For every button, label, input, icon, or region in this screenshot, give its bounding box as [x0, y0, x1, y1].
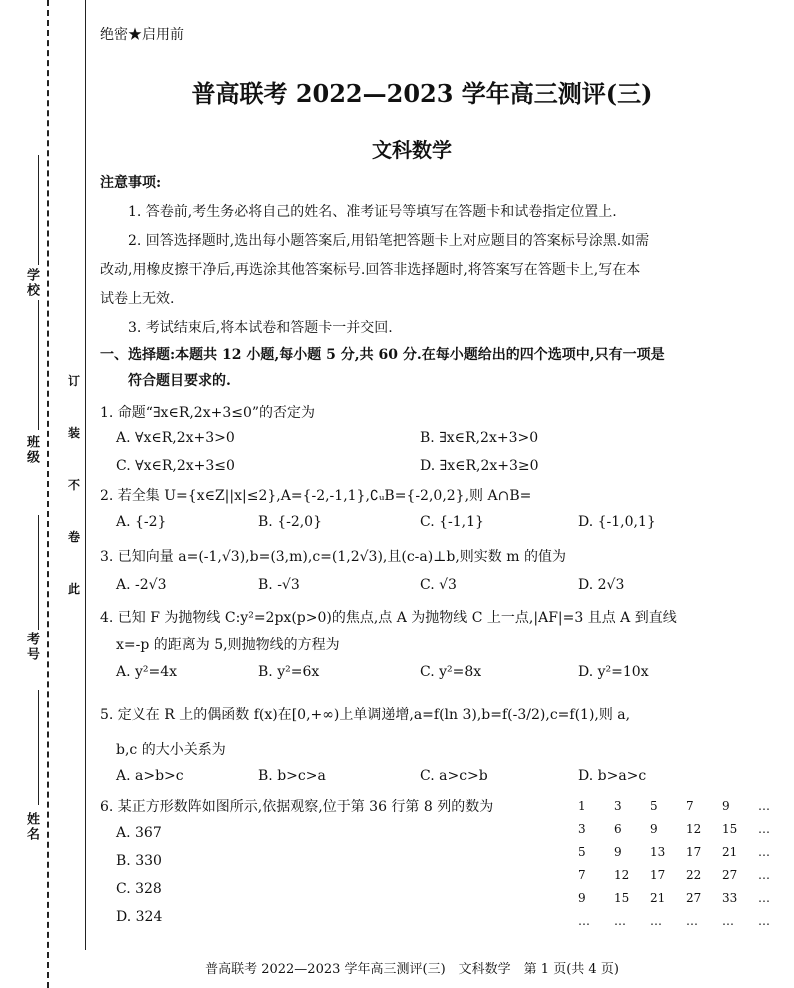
option-c[interactable]: C. a>c>b	[420, 768, 488, 784]
name-label: 姓名	[24, 812, 39, 842]
grid-cell: 27	[722, 867, 738, 882]
school-label: 学校	[24, 268, 39, 298]
option-c[interactable]: C. √3	[420, 577, 457, 593]
grid-cell: 5	[650, 798, 658, 813]
grid-cell: 1	[578, 798, 586, 813]
option-a[interactable]: A. y²=4x	[116, 664, 178, 680]
note-item: 改动,用橡皮擦干净后,再选涂其他答案标号.回答非选择题时,将答案写在答题卡上,写在本	[100, 262, 641, 278]
option-d[interactable]: D. 2√3	[578, 577, 625, 593]
section-heading-cont: 符合题目要求的.	[128, 373, 231, 389]
question-stem: 3. 已知向量 a=(-1,√3),b=(3,m),c=(1,2√3),且(c-a)⊥b,则实数 m 的值为	[100, 549, 566, 565]
question-stem: 1. 命题“∃x∈R,2x+3≤0”的否定为	[100, 405, 316, 421]
option-b[interactable]: B. y²=6x	[258, 664, 320, 680]
question-stem: 6. 某正方形数阵如图所示,依据观察,位于第 36 行第 8 列的数为	[100, 799, 494, 815]
option-d[interactable]: D. ∃x∈R,2x+3≥0	[420, 458, 539, 474]
option-d[interactable]: D. {-1,0,1}	[578, 514, 656, 530]
grid-cell: …	[686, 913, 698, 928]
grid-cell: 6	[614, 821, 622, 836]
grid-cell: 15	[722, 821, 738, 836]
option-b[interactable]: B. -√3	[258, 577, 300, 593]
grid-row	[578, 794, 794, 817]
binding-char: 此	[68, 582, 81, 596]
binding-char: 不	[68, 478, 81, 492]
class-label: 班级	[24, 435, 39, 465]
grid-cell: 13	[650, 844, 666, 859]
option-c[interactable]: C. 328	[116, 881, 162, 897]
grid-cell: 9	[578, 890, 586, 905]
grid-cell: 9	[722, 798, 730, 813]
option-d[interactable]: D. b>a>c	[578, 768, 647, 784]
question-stem: 4. 已知 F 为抛物线 C:y²=2px(p>0)的焦点,点 A 为抛物线 C 上一点,|AF|=3 且点 A 到直线	[100, 610, 677, 626]
grid-cell: 15	[614, 890, 630, 905]
grid-row	[578, 909, 794, 932]
grid-cell: 3	[614, 798, 622, 813]
binding-char: 卷	[68, 530, 81, 544]
question-stem: 5. 定义在 R 上的偶函数 f(x)在[0,+∞)上单调递增,a=f(ln 3),b=f(-3/2),c=f(1),则 a,	[100, 707, 631, 723]
grid-cell: 21	[650, 890, 666, 905]
grid-cell: …	[758, 844, 770, 859]
option-a[interactable]: A. 367	[116, 825, 162, 841]
grid-cell: 9	[614, 844, 622, 859]
binding-char: 装	[68, 426, 81, 440]
name-blank[interactable]	[38, 690, 39, 805]
option-c[interactable]: C. y²=8x	[420, 664, 482, 680]
option-b[interactable]: B. 330	[116, 853, 162, 869]
option-c[interactable]: C. ∀x∈R,2x+3≤0	[116, 458, 235, 474]
number-grid	[578, 794, 794, 932]
option-c[interactable]: C. {-1,1}	[420, 514, 484, 530]
grid-cell: 3	[578, 821, 586, 836]
confidential-mark: 绝密★启用前	[100, 27, 184, 43]
grid-row	[578, 863, 794, 886]
grid-cell: 12	[614, 867, 630, 882]
school-blank[interactable]	[38, 155, 39, 265]
grid-cell: …	[758, 821, 770, 836]
question-stem-cont: x=-p 的距离为 5,则抛物线的方程为	[116, 637, 340, 653]
subject-title: 文科数学	[372, 138, 452, 162]
page-footer: 普高联考 2022—2023 学年高三测评(三) 文科数学 第 1 页(共 4 页)	[205, 962, 619, 977]
note-item: 试卷上无效.	[100, 291, 175, 307]
grid-row	[578, 840, 794, 863]
grid-cell: 17	[686, 844, 702, 859]
grid-cell: 22	[686, 867, 702, 882]
grid-cell: 9	[650, 821, 658, 836]
binding-char: 订	[68, 374, 81, 388]
grid-row	[578, 817, 794, 840]
grid-cell: 27	[686, 890, 702, 905]
option-b[interactable]: B. b>c>a	[258, 768, 326, 784]
grid-cell: …	[758, 867, 770, 882]
option-a[interactable]: A. ∀x∈R,2x+3>0	[116, 430, 235, 446]
option-a[interactable]: A. a>b>c	[116, 768, 184, 784]
option-d[interactable]: D. 324	[116, 909, 163, 925]
option-a[interactable]: A. -2√3	[116, 577, 167, 593]
option-d[interactable]: D. y²=10x	[578, 664, 649, 680]
grid-cell: 33	[722, 890, 738, 905]
grid-cell: …	[614, 913, 626, 928]
page-title: 普高联考 2022—2023 学年高三测评(三)	[191, 79, 653, 108]
grid-cell: 12	[686, 821, 702, 836]
option-b[interactable]: B. ∃x∈R,2x+3>0	[420, 430, 539, 446]
question-stem-cont: b,c 的大小关系为	[116, 742, 226, 758]
grid-cell: 5	[578, 844, 586, 859]
exam-no-blank[interactable]	[38, 515, 39, 630]
class-blank[interactable]	[38, 300, 39, 430]
grid-cell: …	[578, 913, 590, 928]
grid-cell: 17	[650, 867, 666, 882]
grid-cell: 21	[722, 844, 738, 859]
grid-cell: …	[758, 798, 770, 813]
exam-no-label: 考号	[24, 632, 39, 662]
notes-heading: 注意事项:	[100, 175, 162, 191]
question-stem: 2. 若全集 U={x∈Z||x|≤2},A={-2,-1,1},∁ᵤB={-2,0,2},则 A∩B=	[100, 488, 532, 504]
grid-cell: 7	[578, 867, 586, 882]
note-item: 3. 考试结束后,将本试卷和答题卡一并交回.	[128, 320, 393, 336]
grid-cell: …	[650, 913, 662, 928]
grid-cell: 7	[686, 798, 694, 813]
grid-cell: …	[722, 913, 734, 928]
note-item: 1. 答卷前,考生务必将自己的姓名、准考证号等填写在答题卡和试卷指定位置上.	[128, 204, 617, 220]
grid-row	[578, 886, 794, 909]
grid-cell: …	[758, 913, 770, 928]
option-a[interactable]: A. {-2}	[116, 514, 167, 530]
note-item: 2. 回答选择题时,选出每小题答案后,用铅笔把答题卡上对应题目的答案标号涂黑.如需	[128, 233, 650, 249]
section-heading: 一、选择题:本题共 12 小题,每小题 5 分,共 60 分.在每小题给出的四个选项中,只有一项是	[100, 347, 665, 363]
option-b[interactable]: B. {-2,0}	[258, 514, 322, 530]
grid-cell: …	[758, 890, 770, 905]
